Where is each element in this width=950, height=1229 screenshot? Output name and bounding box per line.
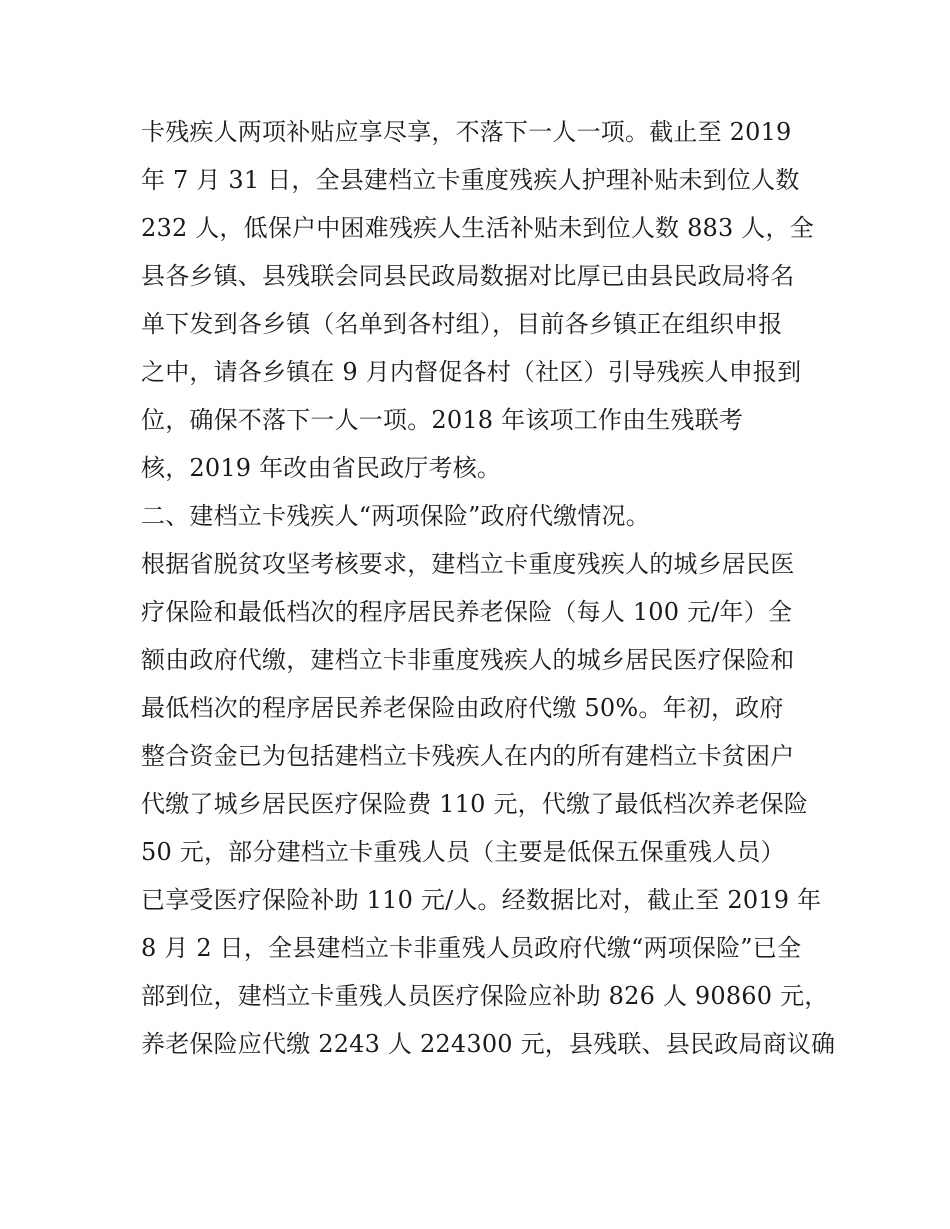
text-line-6: 之中，请各乡镇在 9 月内督促各村（社区）引导残疾人申报到 <box>141 358 802 386</box>
text-line-10: 根据省脱贫攻坚考核要求，建档立卡重度残疾人的城乡居民医 <box>141 550 795 578</box>
text-line-7: 位，确保不落下一人一项。2018 年该项工作由生残联考 <box>141 406 744 434</box>
text-line-19: 部到位，建档立卡重残人员医疗保险应补助 826 人 90860 元， <box>141 982 829 1010</box>
text-line-4: 县各乡镇、县残联会同县民政局数据对比厚已由县民政局将名 <box>141 262 795 290</box>
text-line-8: 核，2019 年改由省民政厅考核。 <box>141 454 502 482</box>
text-line-13: 最低档次的程序居民养老保险由政府代缴 50%。年初，政府 <box>141 694 784 722</box>
text-line-2: 年 7 月 31 日，全县建档立卡重度残疾人护理补贴未到位人数 <box>141 166 800 194</box>
text-line-1: 卡残疾人两项补贴应享尽享，不落下一人一项。截止至 2019 <box>141 118 792 146</box>
text-line-14: 整合资金已为包括建档立卡残疾人在内的所有建档立卡贫困户 <box>141 742 795 770</box>
document-page <box>141 108 836 1068</box>
text-line-17: 已享受医疗保险补助 110 元/人。经数据比对，截止至 2019 年 <box>141 886 822 914</box>
text-line-18: 8 月 2 日，全县建档立卡非重残人员政府代缴“两项保险”已全 <box>141 934 802 962</box>
text-line-15: 代缴了城乡居民医疗保险费 110 元，代缴了最低档次养老保险 <box>141 790 809 818</box>
text-line-11: 疗保险和最低档次的程序居民养老保险（每人 100 元/年）全 <box>141 598 793 626</box>
text-line-5: 单下发到各乡镇（名单到各村组），目前各乡镇正在组织申报 <box>141 310 783 338</box>
text-line-12: 额由政府代缴，建档立卡非重度残疾人的城乡居民医疗保险和 <box>141 646 795 674</box>
section-heading: 二、建档立卡残疾人“两项保险”政府代缴情况。 <box>141 502 650 530</box>
text-line-3: 232 人，低保户中困难残疾人生活补贴未到位人数 883 人，全 <box>141 214 814 242</box>
text-line-20: 养老保险应代缴 2243 人 224300 元，县残联、县民政局商议确 <box>141 1030 836 1058</box>
text-line-16: 50 元，部分建档立卡重残人员（主要是低保五保重残人员） <box>141 838 785 866</box>
